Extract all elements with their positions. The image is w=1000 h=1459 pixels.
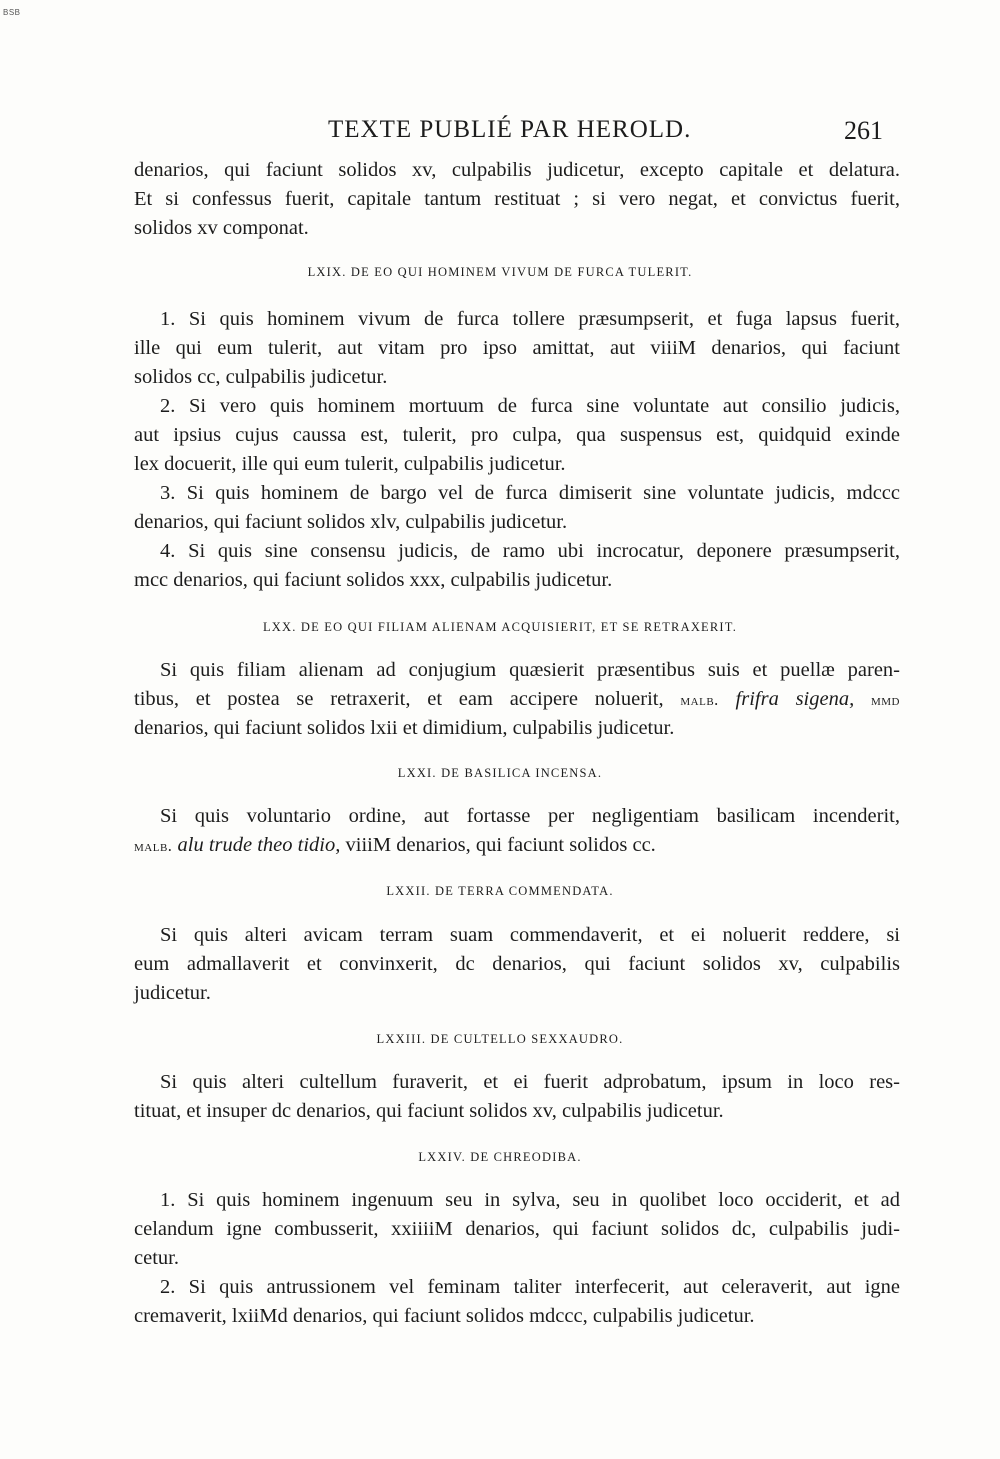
text-line: 3. Si quis hominem de bargo vel de furca dimiserit sine voluntate judicis, mdccc <box>160 482 900 504</box>
text-line: solidos xv componat. <box>134 217 309 239</box>
text-line: solidos cc, culpabilis judicetur. <box>134 366 388 388</box>
section-heading-lxx: LXX. DE EO QUI FILIAM ALIENAM ACQUISIERIT, ET SE RETRAXERIT. <box>262 620 738 634</box>
text-line: 2. Si vero quis hominem mortuum de furca sine voluntate aut consilio judicis, <box>160 395 900 417</box>
text-run: mmd <box>871 690 901 709</box>
text-line: 4. Si quis sine consensu judicis, de ramo ubi incrocatur, deponere præsumpserit, <box>160 540 900 562</box>
section-lxxii-text <box>134 921 900 1008</box>
page-number: 261 <box>844 116 883 145</box>
library-stamp: BSB <box>3 8 21 17</box>
text-line: Si quis alteri cultellum furaverit, et ei fuerit adprobatum, ipsum in loco res- <box>160 1071 900 1093</box>
text-line: cetur. <box>134 1247 179 1269</box>
text-line <box>134 685 900 714</box>
text-line: denarios, qui faciunt solidos xv, culpabilis judicetur, excepto capitale et delatura. <box>134 159 900 181</box>
text-line <box>134 831 900 860</box>
text-line: aut ipsius cujus caussa est, tulerit, pro culpa, qua suspensus est, quidquid exinde <box>134 424 900 446</box>
text-line: Si quis filiam alienam ad conjugium quæsierit præsentibus suis et puellæ paren- <box>160 659 900 681</box>
section-heading-lxix: LXIX. DE EO QUI HOMINEM VIVUM DE FURCA TULERIT. <box>307 265 693 279</box>
section-lxx-text <box>134 656 900 743</box>
section-lxxi-text <box>134 802 900 860</box>
section-lxxiv-text <box>134 1186 900 1331</box>
malberg-marker: malb. <box>680 690 719 709</box>
text-run: viiiM denarios, qui faciunt solidos cc. <box>345 834 656 856</box>
text-line: Et si confessus fuerit, capitale tantum restituat ; si vero negat, et convictus fuerit, <box>134 188 900 210</box>
intro-paragraph <box>134 156 900 243</box>
section-heading-lxxii: LXXII. DE TERRA COMMENDATA. <box>386 884 614 898</box>
text-line: denarios, qui faciunt solidos xlv, culpabilis judicetur. <box>134 511 568 533</box>
text-line: celandum igne combusserit, xxiiiiM denarios, qui faciunt solidos dc, culpabilis judi- <box>134 1218 900 1240</box>
section-lxxiii-text <box>134 1068 900 1126</box>
malberg-marker: malb. <box>134 836 173 855</box>
text-line: tituat, et insuper dc denarios, qui faciunt solidos xv, culpabilis judicetur. <box>134 1100 724 1122</box>
text-run: tibus, et postea se retraxerit, et eam accipere noluerit, <box>134 688 664 710</box>
text-line: eum admallaverit et convinxerit, dc denarios, qui faciunt solidos xv, culpabilis <box>134 953 900 975</box>
text-line: judicetur. <box>134 982 211 1004</box>
section-lxix-text <box>134 305 900 595</box>
text-line: 1. Si quis hominem ingenuum seu in sylva, seu in quolibet loco occiderit, et ad <box>160 1189 900 1211</box>
text-line: Si quis voluntario ordine, aut fortasse per negligentiam basilicam incenderit, <box>160 805 900 827</box>
text-line: cremaverit, lxiiMd denarios, qui faciunt solidos mdccc, culpabilis judicetur. <box>134 1305 755 1327</box>
section-heading-lxxiv: LXXIV. DE CHREODIBA. <box>418 1150 582 1164</box>
section-heading-lxxi: LXXI. DE BASILICA INCENSA. <box>397 766 603 780</box>
text-line: lex docuerit, ille qui eum tulerit, culpabilis judicetur. <box>134 453 566 475</box>
malberg-gloss: frifra sigena, <box>735 688 855 710</box>
malberg-gloss: alu trude theo tidio, <box>177 834 341 856</box>
section-heading-lxxiii: LXXIII. DE CULTELLO SEXXAUDRO. <box>376 1032 624 1046</box>
text-line: denarios, qui faciunt solidos lxii et dimidium, culpabilis judicetur. <box>134 717 675 739</box>
text-line: Si quis alteri avicam terram suam commendaverit, et ei noluerit reddere, si <box>160 924 900 946</box>
text-line: 2. Si quis antrussionem vel feminam taliter interfecerit, aut celeraverit, aut igne <box>160 1276 900 1298</box>
running-title: TEXTE PUBLIÉ PAR HEROLD. <box>328 116 692 143</box>
text-line: 1. Si quis hominem vivum de furca tollere præsumpserit, et fuga lapsus fuerit, <box>160 308 900 330</box>
text-line: mcc denarios, qui faciunt solidos xxx, culpabilis judicetur. <box>134 569 613 591</box>
text-line: ille qui eum tulerit, aut vitam pro ipso amittat, aut viiiM denarios, qui faciunt <box>134 337 900 359</box>
